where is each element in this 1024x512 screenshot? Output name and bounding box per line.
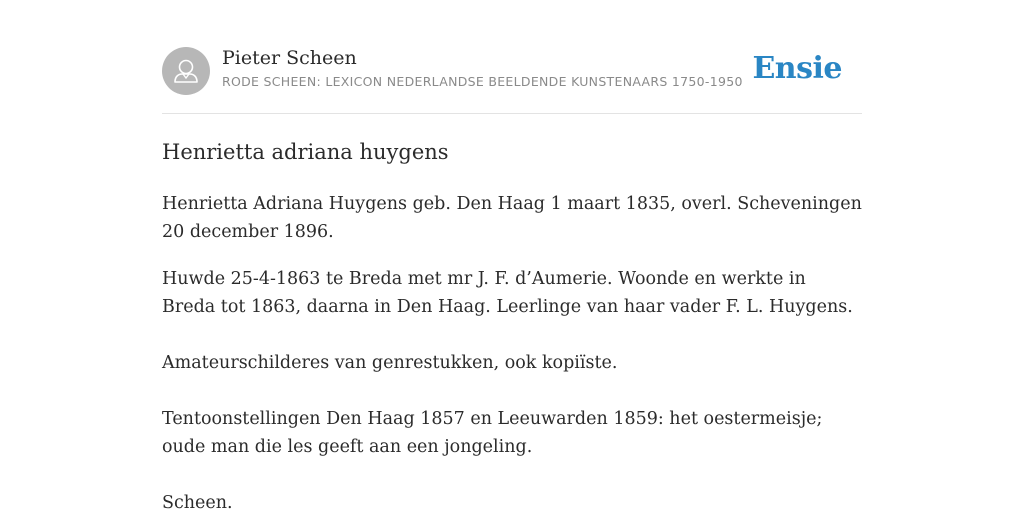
article-body xyxy=(162,190,862,512)
article-header xyxy=(162,46,862,96)
paragraph: Scheen. xyxy=(162,493,233,512)
paragraph: Henrietta Adriana Huygens geb. Den Haag 1 maart 1835, overl. Scheveningen 20 december 1896. xyxy=(162,194,862,242)
user-placeholder-icon xyxy=(162,47,210,95)
author-avatar[interactable] xyxy=(162,47,210,95)
paragraph: Tentoonstellingen Den Haag 1857 en Leeuwarden 1859: het oestermeisje; oude man die les geeft aan een jongeling. xyxy=(162,409,823,457)
article-title: Henrietta adriana huygens xyxy=(162,140,449,164)
author-name[interactable]: Pieter Scheen xyxy=(222,47,357,69)
paragraph: Huwde 25-4-1863 te Breda met mr J. F. d’Aumerie. Woonde en werkte in Breda tot 1863, daarna in Den Haag. Leerlinge van haar vader F. L. Huygens. xyxy=(162,269,853,317)
paragraph: Amateurschilderes van genrestukken, ook kopiïste. xyxy=(162,353,618,373)
ensie-logo[interactable]: Ensie xyxy=(752,51,842,86)
header-divider xyxy=(162,113,862,114)
source-title[interactable]: RODE SCHEEN: LEXICON NEDERLANDSE BEELDENDE KUNSTENAARS 1750-1950 xyxy=(222,74,743,89)
